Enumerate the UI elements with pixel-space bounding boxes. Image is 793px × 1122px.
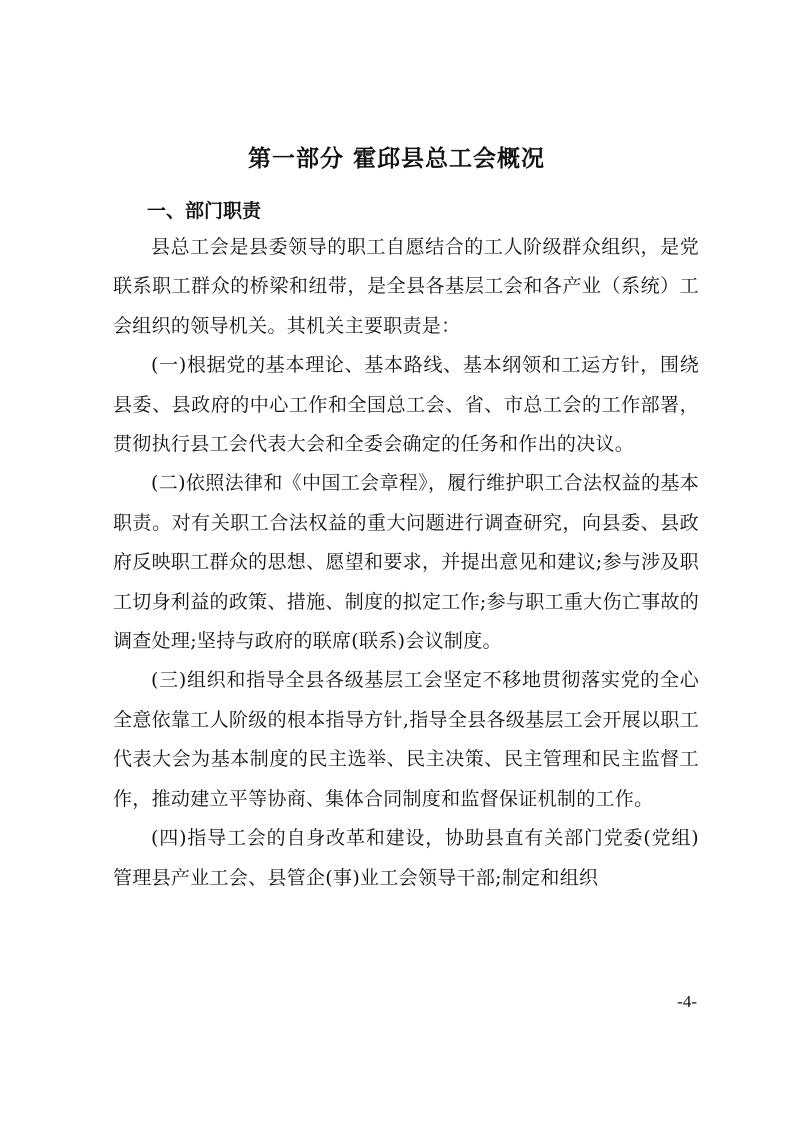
page-title: 第一部分 霍邱县总工会概况 — [247, 146, 545, 172]
paragraph-duty-4: (四)指导工会的自身改革和建设，协助县直有关部门党委(党组)管理县产业工会、县管企(事)业工会领导干部;制定和组织 — [113, 827, 699, 889]
body-text — [113, 228, 699, 898]
paragraph-duty-2: (二)依照法律和《中国工会章程》，履行维护职工合法权益的基本职责。对有关职工合法权益的重大问题进行调查研究，向县委、县政府反映职工群众的思想、愿望和要求，并提出意见和建议;参与涉及职工切身利益的政策、措施、制度的拟定工作;参与职工重大伤亡事故的调查处理;坚持与政府的联席(联系)会议制度。 — [113, 472, 699, 653]
section-heading: 一、部门职责 — [147, 200, 262, 222]
page-number: -4- — [677, 992, 697, 1011]
paragraph-intro: 县总工会是县委领导的职工自愿结合的工人阶级群众组织，是党联系职工群众的桥梁和纽带，是全县各基层工会和各产业（系统）工会组织的领导机关。其机关主要职责是： — [113, 236, 699, 337]
paragraph-duty-1: (一)根据党的基本理论、基本路线、基本纲领和工运方针，围绕县委、县政府的中心工作和全国总工会、省、市总工会的工作部署，贯彻执行县工会代表大会和全委会确定的任务和作出的决议。 — [113, 354, 699, 456]
paragraph-duty-3: (三)组织和指导全县各级基层工会坚定不移地贯彻落实党的全心全意依靠工人阶级的根本指导方针,指导全县各级基层工会开展以职工代表大会为基本制度的民主选举、民主决策、民主管理和民主监督工作，推动建立平等协商、集体合同制度和监督保证机制的工作。 — [113, 669, 699, 810]
